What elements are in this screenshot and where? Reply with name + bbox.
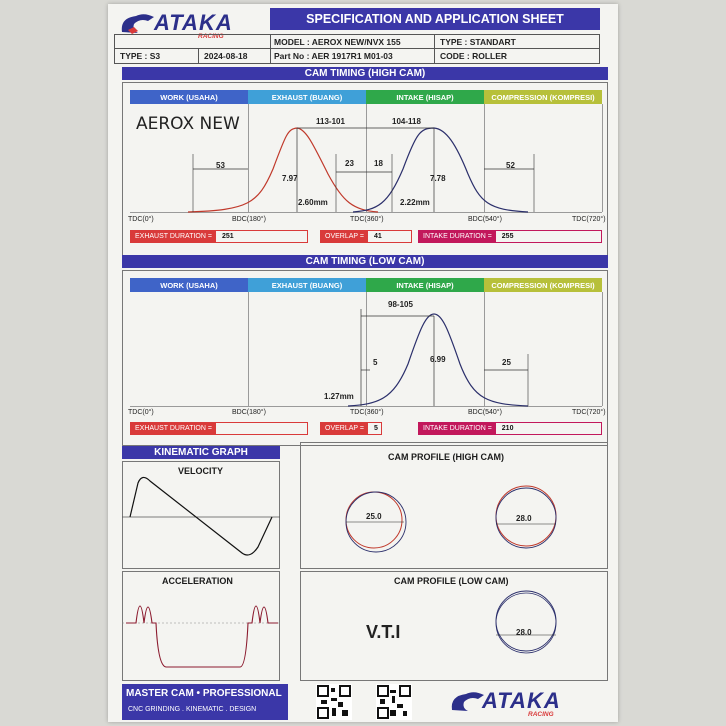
low-tick-tdc0: TDC(0°) [128,409,154,416]
low-exhaust-duration [130,422,308,435]
brand-name: ATAKA [154,10,233,35]
high-exhaust-duration-value: 251 [221,233,234,240]
sheet-title: SPECIFICATION AND APPLICATION SHEET [270,8,600,30]
part-number-field: Part No : AER 1917R1 M01-03 [274,51,393,61]
high-exhaust-open-before-bdc: 53 [216,161,225,170]
acceleration-curve [122,571,280,681]
footer-title: MASTER CAM • PROFESSIONAL [126,688,282,699]
low-intake-lift: 6.99 [430,355,446,364]
low-intake-open-before-tdc: 5 [373,358,378,367]
footer-brand-tagline: RACING [528,711,554,718]
low-overlap [320,422,382,435]
profile-low-circles [300,571,608,681]
low-intake-close-after-bdc: 25 [502,358,511,367]
high-intake-close-after-bdc: 52 [506,161,515,170]
high-tick-tdc360: TDC(360°) [350,216,384,223]
acceleration-label: ACCELERATION [162,576,233,586]
low-tick-tdc360: TDC(360°) [350,409,384,416]
high-exhaust-close-after-tdc: 23 [345,159,354,168]
low-cam-title: CAM TIMING (LOW CAM) [122,255,608,268]
spec-sheet [108,4,618,722]
low-cam-curves [108,4,618,424]
high-exhaust-lift: 7.97 [282,174,298,183]
date-field: 2024-08-18 [204,51,248,61]
qr-code-1 [316,684,352,720]
phase-intake: INTAKE (HISAP) [366,90,484,104]
profile-high-circles [300,442,608,569]
low-intake-timing: 98-105 [388,300,413,309]
footer-brand-name: ATAKA [482,688,561,713]
profile-high-left-value: 25.0 [366,512,382,521]
type-standard-field: TYPE : STANDART [440,37,516,47]
high-intake-timing: 104-118 [392,117,421,126]
high-tick-tdc0: TDC(0°) [128,216,154,223]
phase-exhaust: EXHAUST (BUANG) [248,90,366,104]
high-exhaust-clearance: 2.60mm [298,198,328,207]
low-overlap-label: OVERLAP = [321,423,368,434]
high-exhaust-duration-label: EXHAUST DURATION = [131,231,216,242]
footer-logo [448,688,608,720]
code-field: CODE : ROLLER [440,51,508,61]
high-intake-lift: 7.78 [430,174,446,183]
high-intake-duration-label: INTAKE DURATION = [419,231,496,242]
high-intake-open-before-tdc: 18 [374,159,383,168]
low-tick-bdc180: BDC(180°) [232,409,266,416]
high-overlap-value: 41 [373,233,382,240]
high-overlap-label: OVERLAP = [321,231,368,242]
phase-work: WORK (USAHA) [130,90,248,104]
kinematic-title: KINEMATIC GRAPH [122,446,280,459]
brand-tagline: RACING [198,33,224,40]
qr-code-2 [376,684,412,720]
footer-subtitle: CNC GRINDING . KINEMATIC . DESIGN [128,706,257,713]
low-overlap-value: 5 [373,425,378,432]
velocity-curve [122,461,280,569]
low-phase-work: WORK (USAHA) [130,278,248,292]
low-phase-intake: INTAKE (HISAP) [366,278,484,292]
phase-compression: COMPRESSION (KOMPRESI) [484,90,602,104]
low-exhaust-duration-label: EXHAUST DURATION = [131,423,216,434]
low-intake-duration-value: 210 [501,425,514,432]
profile-high-right-value: 28.0 [516,514,532,523]
type-field: TYPE : S3 [120,51,161,61]
high-tick-tdc720: TDC(720°) [572,216,606,223]
profile-low-title: CAM PROFILE (LOW CAM) [394,576,509,586]
low-intake-duration-label: INTAKE DURATION = [419,423,496,434]
model-field: MODEL : AEROX NEW/NVX 155 [274,37,401,47]
high-intake-clearance: 2.22mm [400,198,430,207]
low-intake-clearance: 1.27mm [324,392,354,401]
low-tick-bdc540: BDC(540°) [468,409,502,416]
high-exhaust-timing: 113-101 [316,117,345,126]
high-cam-title: CAM TIMING (HIGH CAM) [122,67,608,80]
low-phase-compression: COMPRESSION (KOMPRESI) [484,278,602,292]
profile-low-right-value: 28.0 [516,628,532,637]
low-tick-tdc720: TDC(720°) [572,409,606,416]
footer-banner [122,684,288,720]
velocity-label: VELOCITY [178,466,224,476]
high-tick-bdc180: BDC(180°) [232,216,266,223]
high-tick-bdc540: BDC(540°) [468,216,502,223]
low-intake-duration [418,422,602,435]
handwritten-vti: V.T.I [366,622,401,642]
high-intake-duration-value: 255 [501,233,514,240]
low-phase-exhaust: EXHAUST (BUANG) [248,278,366,292]
profile-high-title: CAM PROFILE (HIGH CAM) [388,452,504,462]
handwritten-model: AEROX NEW [136,114,240,134]
